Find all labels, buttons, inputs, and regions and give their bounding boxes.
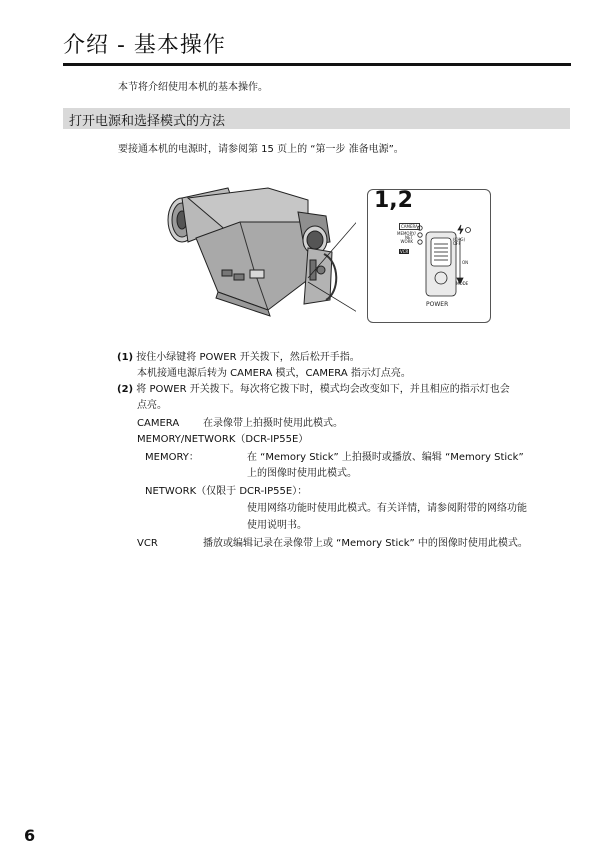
step-2-text: 将 POWER 开关拨下。每次将它拨下时，模式均会改变如下，并且相应的指示灯也会 bbox=[136, 384, 510, 395]
camera-mode-label: CAMERA bbox=[401, 224, 418, 229]
title-rule bbox=[63, 63, 571, 66]
power-switch-inset bbox=[367, 189, 491, 323]
memory-network-mode-label: MEMORY/ NET WORK bbox=[397, 231, 416, 244]
camera-term: CAMERA bbox=[137, 418, 180, 429]
reference-note: 要接通本机的电源时，请参阅第 15 页上的 “第一步 准备电源”。 bbox=[118, 144, 404, 155]
memory-description-line-2: 上的图像时使用此模式。 bbox=[247, 468, 357, 479]
step-label: 1,2 bbox=[374, 188, 413, 213]
memory-description-line-1: 在 “Memory Stick” 上拍摄时或播放、编辑 “Memory Stick” bbox=[247, 452, 524, 463]
vcr-mode-label: VCR bbox=[400, 249, 409, 254]
step-2 bbox=[117, 382, 510, 398]
off-position-label: (CHG) OFF bbox=[453, 237, 466, 246]
vcr-term: VCR bbox=[137, 538, 158, 549]
network-term: NETWORK（仅限于 DCR-IP55E）： bbox=[145, 486, 308, 497]
step-1-result: 本机接通电源后转为 CAMERA 模式，CAMERA 指示灯点亮。 bbox=[137, 368, 411, 379]
page-title: 介绍 - 基本操作 bbox=[63, 33, 226, 58]
page-number: 6 bbox=[24, 826, 36, 845]
network-description-line-2: 使用说明书。 bbox=[247, 520, 307, 531]
intro-text: 本节将介绍使用本机的基本操作。 bbox=[118, 82, 268, 93]
step-1-text: 按住小绿键将 POWER 开关拨下，然后松开手指。 bbox=[136, 352, 360, 363]
camera-description: 在录像带上拍摄时使用此模式。 bbox=[203, 418, 343, 429]
step-1 bbox=[117, 350, 360, 366]
camcorder-illustration bbox=[158, 182, 356, 322]
network-description-line-1: 使用网络功能时使用此模式。有关详情，请参阅附带的网络功能 bbox=[247, 503, 527, 514]
step-1-number: (1) bbox=[117, 352, 134, 363]
memory-term: MEMORY： bbox=[145, 452, 199, 463]
step-2-continued: 点亮。 bbox=[137, 400, 167, 411]
mode-label: MODE bbox=[456, 281, 469, 286]
on-position-label: ON bbox=[462, 260, 469, 265]
section-title: 打开电源和选择模式的方法 bbox=[69, 114, 226, 129]
memory-network-term: MEMORY/NETWORK（DCR-IP55E） bbox=[137, 434, 309, 445]
power-label: POWER bbox=[426, 301, 449, 308]
vcr-description: 播放或编辑记录在录像带上或 “Memory Stick” 中的图像时使用此模式。 bbox=[203, 538, 528, 549]
step-2-number: (2) bbox=[117, 384, 134, 395]
